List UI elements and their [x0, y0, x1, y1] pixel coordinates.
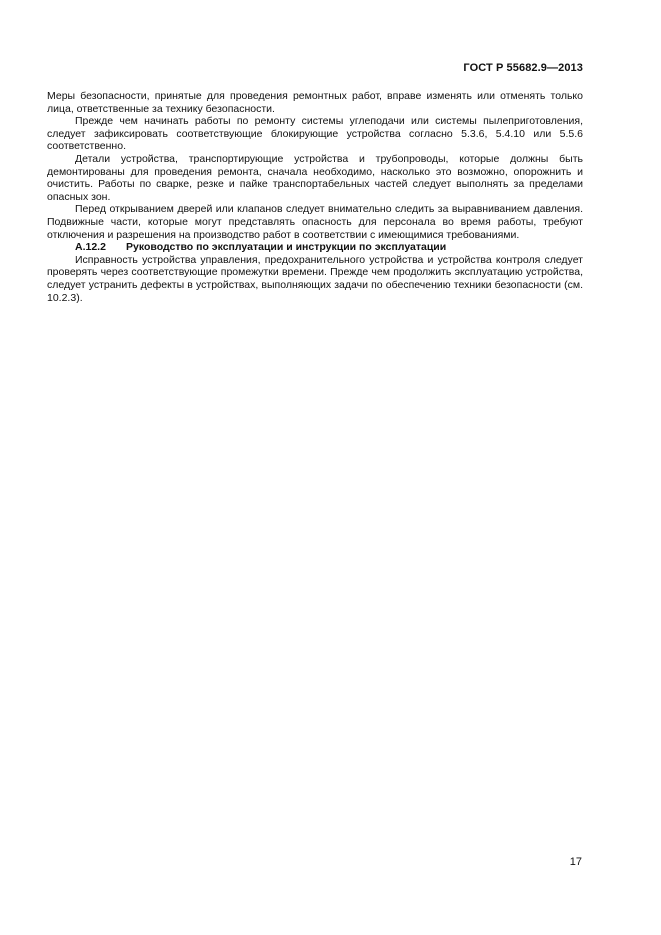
document-code-header: ГОСТ Р 55682.9—2013: [463, 62, 583, 74]
paragraph-control-devices: Исправность устройства управления, предохранительного устройства и устройства контроля следует проверять через соответствующие промежутки времени. Прежде чем продолжить эксплуатацию устройства, следует устранить дефекты в устройствах, выполняющих задачи по обеспечению техники безопасности (см. 10.2.3).: [47, 253, 583, 304]
page-number: 17: [569, 856, 582, 868]
document-body: [47, 90, 583, 304]
section-number: А.12.2: [75, 241, 106, 254]
section-heading: [47, 241, 583, 254]
paragraph-repair-start: Прежде чем начинать работы по ремонту системы углеподачи или системы пылеприготовления, следует зафиксировать соответствующие блокирующие устройства согласно 5.3.6, 5.4.10 или 5.5.6 соответственно.: [47, 115, 583, 153]
paragraph-dismantling: Детали устройства, транспортирующие устройства и трубопроводы, которые должны быть демонтированы для проведения ремонта, сначала необходимо, насколько это возможно, опорожнить и очистить. Работы по сварке, резке и пайке транспортабельных частей следует выполнять за пределами опасных зон.: [47, 152, 583, 203]
paragraph-safety-measures: Меры безопасности, принятые для проведения ремонтных работ, вправе изменять или отменять только лица, ответственные за технику безопасности.: [47, 90, 583, 115]
section-title: Руководство по эксплуатации и инструкции по эксплуатации: [126, 241, 447, 254]
paragraph-pressure-equalization: Перед открыванием дверей или клапанов следует внимательно следить за выравниванием давления. Подвижные части, которые могут представлять опасность для персонала во время работы, требуют отключения и разрешения на производство работ в соответствии с имеющимися требованиями.: [47, 203, 583, 241]
